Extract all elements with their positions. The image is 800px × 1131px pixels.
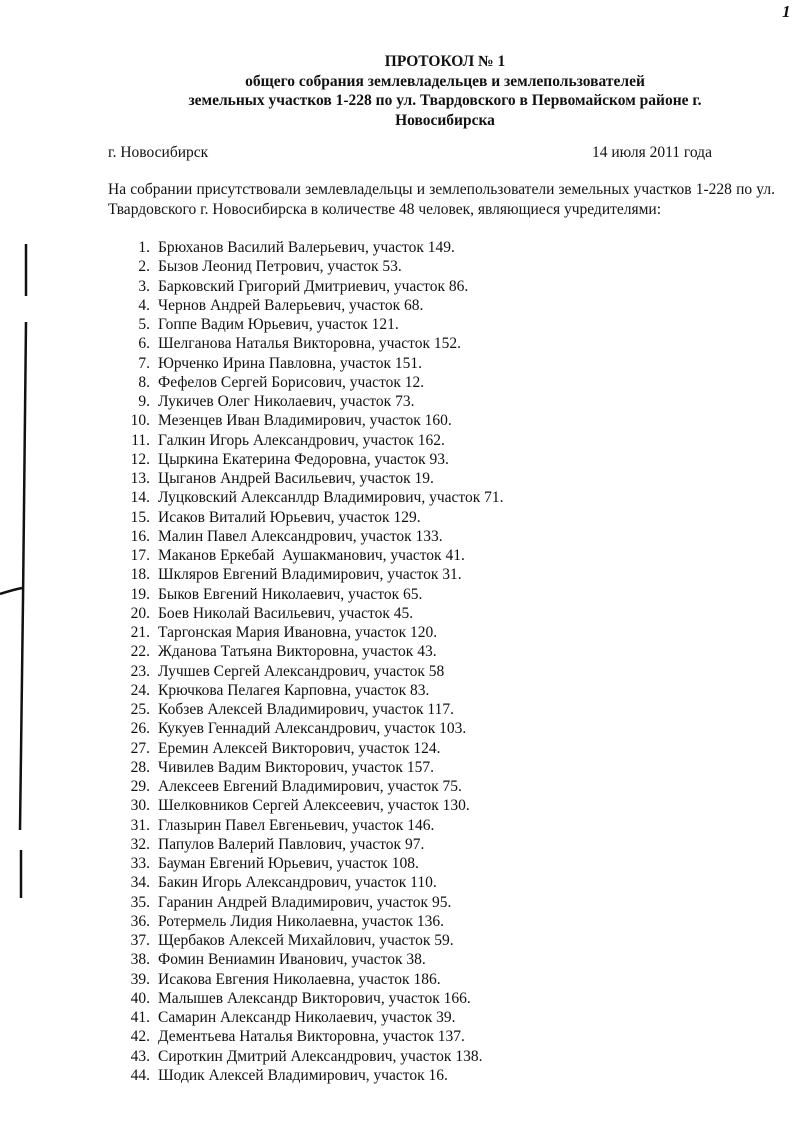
document-header [100,52,790,130]
document-subtitle: Новосибирска [395,111,495,129]
list-item-number: 36. [130,912,150,930]
attendee-entry: Щербаков Алексей Михайлович, участок 59. [158,932,454,949]
attendee-list [108,238,504,1085]
attendee-entry: Жданова Татьяна Викторовна, участок 43. [158,643,437,661]
list-item-number: 41. [130,1009,150,1026]
list-item [108,970,504,989]
list-item-number: 22. [130,643,150,661]
list-item [108,700,504,719]
attendee-entry: Лукичев Олег Николаевич, участок 73. [158,393,415,410]
list-item-number: 4. [138,296,150,314]
list-item [108,816,504,835]
list-item [108,315,504,334]
list-item [108,527,504,546]
list-item [108,546,504,565]
list-item-number: 18. [130,566,150,584]
list-item [108,450,504,469]
list-item-number: 27. [130,739,150,757]
list-item [108,1008,504,1027]
list-item-number: 43. [130,1047,150,1065]
list-item-number: 5. [138,316,150,333]
list-item-number: 38. [130,951,150,969]
list-item [108,931,504,950]
attendee-entry: Таргонская Мария Ивановна, участок 120. [158,624,438,641]
attendee-entry: Брюханов Василий Валерьевич, участок 149. [158,239,455,256]
attendee-entry: Исакова Евгения Николаевна, участок 186. [158,970,441,988]
list-item [108,777,504,796]
list-item [108,585,504,604]
list-item-number: 23. [130,662,150,680]
attendee-entry: Быков Евгений Николаевич, участок 65. [158,585,423,603]
list-item [108,739,504,758]
list-item [108,912,504,931]
list-item [108,354,504,373]
attendee-entry: Бауман Евгений Юрьевич, участок 108. [158,855,419,872]
list-item-number: 44. [130,1066,150,1084]
list-item-number: 10. [130,412,150,430]
list-item-number: 25. [130,701,150,718]
list-item [108,796,504,815]
list-item-number: 31. [130,816,150,834]
list-item [108,373,504,392]
list-item-number: 28. [130,758,150,776]
attendee-entry: Малышев Александр Викторович, участок 166. [158,989,471,1007]
list-item [108,431,504,450]
list-item [108,758,504,777]
attendee-entry: Алексеев Евгений Владимирович, участок 75. [158,778,462,795]
attendee-entry: Папулов Валерий Павлович, участок 97. [158,835,425,853]
list-item-number: 40. [130,989,150,1007]
attendee-entry: Шкляров Евгений Владимирович, участок 31. [158,566,462,584]
list-item-number: 20. [130,604,150,622]
document-subtitle: земельных участков 1-228 по ул. Твардовского в Первомайском районе г. [188,92,702,109]
attendee-entry: Цыганов Андрей Васильевич, участок 19. [158,470,434,487]
attendee-entry: Шелганова Наталья Викторовна, участок 152. [158,335,462,353]
attendee-entry: Шелковников Сергей Алексеевич, участок 130. [158,797,470,815]
list-item [108,854,504,873]
attendee-entry: Исаков Виталий Юрьевич, участок 129. [158,508,421,526]
list-item [108,893,504,912]
list-item [108,469,504,488]
list-item-number: 8. [138,373,150,391]
attendee-entry: Чернов Андрей Валерьевич, участок 68. [158,296,424,314]
attendee-entry: Гоппе Вадим Юрьевич, участок 121. [158,316,399,333]
attendee-entry: Боев Николай Васильевич, участок 45. [158,604,414,622]
attendee-entry: Глазырин Павел Евгеньевич, участок 146. [158,816,435,834]
attendee-entry: Крючкова Пелагея Карповна, участок 83. [158,681,430,699]
list-item [108,873,504,892]
attendee-entry: Еремин Алексей Викторович, участок 124. [158,739,441,757]
attendee-entry: Шодик Алексей Владимирович, участок 16. [158,1066,448,1084]
list-item-number: 9. [138,393,150,410]
list-item [108,488,504,507]
attendee-entry: Кукуев Геннадий Александрович, участок 103. [158,720,467,738]
list-item-number: 32. [130,835,150,853]
document-title: ПРОТОКОЛ № 1 [384,53,506,70]
intro-paragraph: На собрании присутствовали землевладельцы и землепользователи земельных участков 1-228 по ул. Твардовского г. Новосибирска в количестве 48 человек, являющиеся учредителями: [108,181,775,218]
list-item [108,835,504,854]
list-item-number: 17. [130,547,150,564]
list-item-number: 14. [130,489,150,507]
attendee-entry: Кобзев Алексей Владимирович, участок 117. [158,701,454,718]
list-item-number: 26. [130,720,150,738]
list-item-number: 39. [130,970,150,988]
list-item [108,238,504,257]
attendee-entry: Самарин Александр Николаевич, участок 39. [158,1009,456,1026]
list-item-number: 19. [130,585,150,603]
attendee-entry: Луцковский Алексанлдр Владимирович, участок 71. [158,489,504,507]
list-item-number: 6. [138,335,150,353]
list-item [108,508,504,527]
list-item-number: 42. [130,1028,150,1046]
attendee-entry: Мезенцев Иван Владимирович, участок 160. [158,412,452,430]
attendee-entry: Барковский Григорий Дмитриевич, участок 86. [158,277,469,295]
list-item-number: 37. [130,932,150,949]
list-item [108,334,504,353]
list-item-number: 30. [130,797,150,815]
attendee-entry: Бызов Леонид Петрович, участок 53. [158,258,402,276]
attendee-entry: Юрченко Ирина Павловна, участок 151. [158,354,422,372]
list-item [108,1027,504,1046]
attendee-entry: Галкин Игорь Александрович, участок 162. [158,431,445,449]
attendee-entry: Лучшев Сергей Александрович, участок 58 [158,662,445,680]
attendee-entry: Бакин Игорь Александрович, участок 110. [158,874,437,892]
list-item [108,623,504,642]
list-item [108,950,504,969]
list-item-number: 15. [130,508,150,526]
attendee-entry: Малин Павел Александрович, участок 133. [158,527,443,545]
list-item [108,681,504,700]
list-item [108,257,504,276]
page-number: 1 [782,2,791,21]
list-item-number: 11. [131,431,150,449]
list-item [108,296,504,315]
attendee-entry: Сироткин Дмитрий Александрович, участок 138. [158,1047,483,1065]
attendee-entry: Гаранин Андрей Владимирович, участок 95. [158,893,452,911]
list-item-number: 21. [130,624,150,641]
attendee-entry: Дементьева Наталья Викторовна, участок 137. [158,1028,465,1046]
list-item [108,392,504,411]
list-item-number: 34. [130,874,150,892]
list-item [108,662,504,681]
list-item-number: 2. [138,258,150,276]
list-item [108,277,504,296]
list-item [108,411,504,430]
list-item-number: 24. [130,681,150,699]
list-item [108,1047,504,1066]
list-item [108,642,504,661]
list-item [108,1066,504,1085]
place: г. Новосибирск [108,144,209,161]
attendee-entry: Фефелов Сергей Борисович, участок 12. [158,373,425,391]
attendee-entry: Цыркина Екатерина Федоровна, участок 93. [158,450,449,468]
document-subtitle: общего собрания землевладельцев и землепользователей [245,72,645,90]
attendee-entry: Фомин Вениамин Иванович, участок 38. [158,951,426,969]
attendee-entry: Ротермель Лидия Николаевна, участок 136. [158,912,444,930]
attendee-entry: Маканов Еркебай Аушакманович, участок 41. [158,547,465,564]
margin-pen-marks [0,0,60,1131]
attendee-entry: Чивилев Вадим Викторович, участок 157. [158,758,434,776]
list-item-number: 33. [130,855,150,872]
date: 14 июля 2011 года [592,144,712,161]
list-item-number: 1. [138,239,150,256]
list-item [108,565,504,584]
list-item-number: 29. [130,778,150,795]
list-item-number: 16. [130,527,150,545]
list-item-number: 7. [138,354,150,372]
list-item [108,989,504,1008]
list-item [108,719,504,738]
list-item-number: 13. [130,470,150,487]
list-item-number: 3. [138,277,150,295]
list-item-number: 35. [130,893,150,911]
list-item [108,604,504,623]
list-item-number: 12. [130,450,150,468]
